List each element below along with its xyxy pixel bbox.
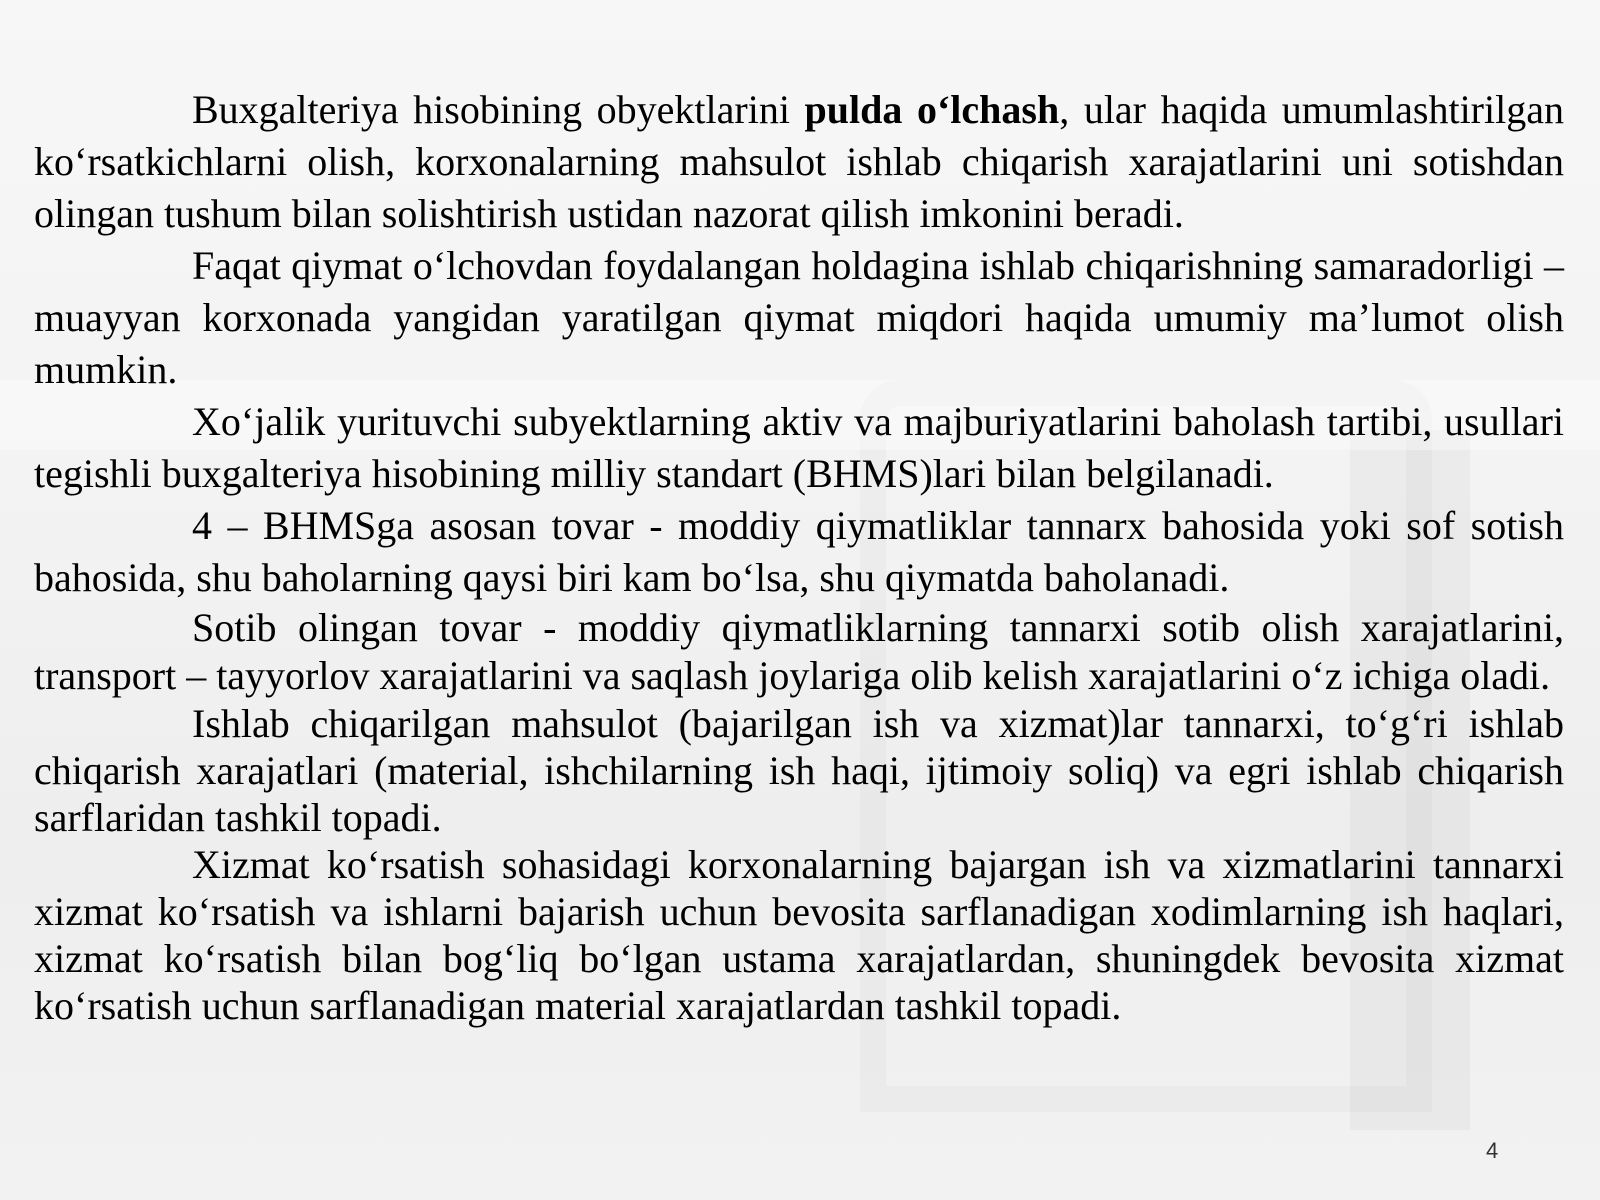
paragraph-3: Xo‘jalik yurituvchi subyektlarning aktiv va majburiyatlarini baholash tartibi, usullari tegishli buxgalteriya hisobining milliy standart (BHMS)lari bilan belgilanadi. — [34, 399, 1564, 496]
paragraph-6: Ishlab chiqarilgan mahsulot (bajarilgan ish va xizmat)lar tannarxi, to‘g‘ri ishlab chiqarish xarajatlari (material, ishchilarning ish haqi, ijtimoiy soliq) va egri ishlab chiqarish sarflaridan tashkil topadi. — [34, 701, 1564, 840]
paragraph-5: Sotib olingan tovar - moddiy qiymatliklarning tannarxi sotib olish xarajatlarini, transport – tayyorlov xarajatlarini va saqlash joylariga olib kelish xarajatlarini o‘z ichiga oladi. — [34, 605, 1564, 698]
paragraph-4: 4 – BHMSga asosan tovar - moddiy qiymatliklar tannarx bahosida yoki sof sotish bahosida, shu baholarning qaysi biri kam bo‘lsa, shu qiymatda baholanadi. — [34, 503, 1564, 600]
paragraph-2: Faqat qiymat o‘lchovdan foydalangan holdagina ishlab chiqarishning samaradorligi – muayyan korxonada yangidan yaratilgan qiymat miqdori haqida umumiy ma’lumot olish mumkin. — [34, 243, 1564, 392]
paragraph-1-lead: Buxgalteriya hisobining obyektlarini — [192, 87, 805, 132]
paragraph-1-emphasis: pulda o‘lchash — [804, 87, 1060, 132]
paragraph-7: Xizmat ko‘rsatish sohasidagi korxonalarning bajargan ish va xizmatlarini tannarxi xizmat ko‘rsatish va ishlarni bajarish uchun bevosita sarflanadigan xodimlarning ish haqlari, xizmat ko‘rsatish bilan bog‘liq bo‘lgan ustama xarajatlardan, shuningdek bevosita xizmat ko‘rsatish uchun sarflanadigan material xarajatlardan tashkil topadi. — [34, 842, 1564, 1028]
paragraph-1-rest: , ular haqida umumlashtirilgan ko‘rsatkichlarni olish, korxonalarning mahsulot ishlab chiqarish xarajatlarini uni sotishdan olingan tushum bilan solishtirish ustidan nazorat qilish imkonini beradi. — [34, 87, 1564, 236]
slide-body-text — [34, 84, 1564, 1029]
paragraph-1 — [34, 84, 1564, 240]
page-number: 4 — [1486, 1138, 1499, 1163]
